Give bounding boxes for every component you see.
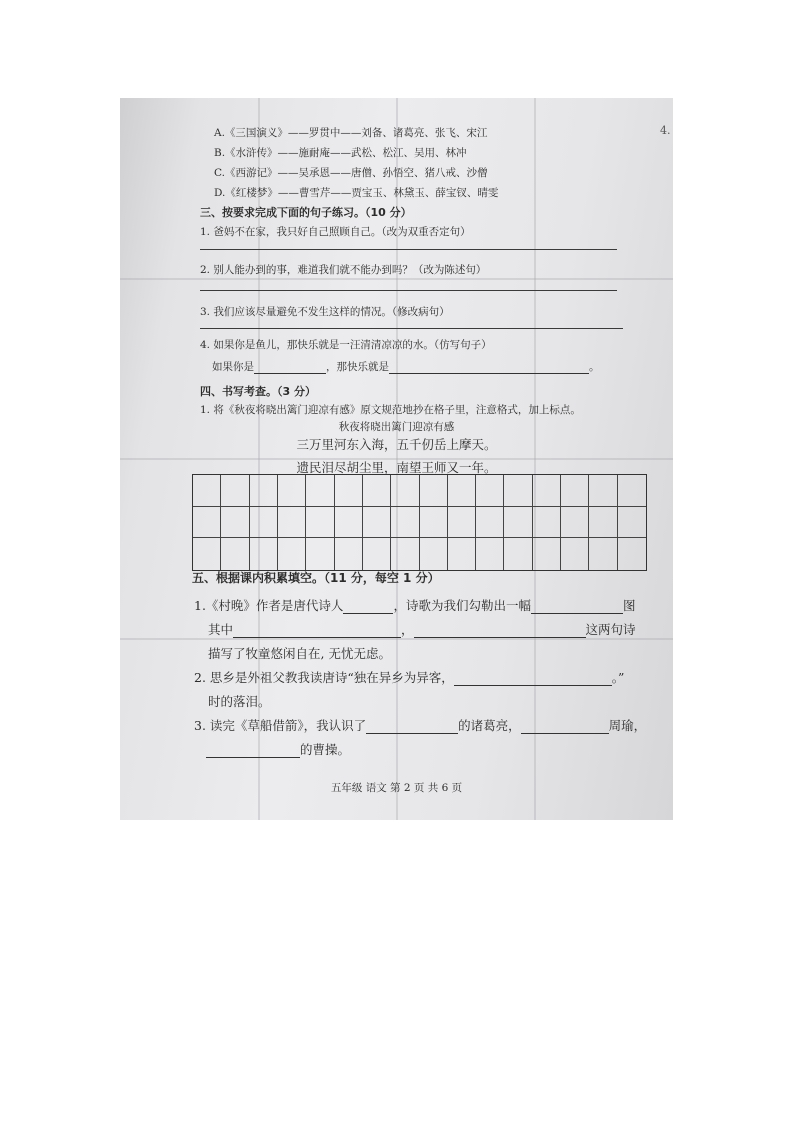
grid-cell[interactable] <box>589 475 617 507</box>
grid-cell[interactable] <box>533 507 561 539</box>
section3-heading: 三、按要求完成下面的句子练习。（10 分） <box>200 206 412 219</box>
grid-cell[interactable] <box>250 507 278 539</box>
option-b: B.《水浒传》——施耐庵——武松、松江、吴用、林冲 <box>214 147 467 159</box>
q3-text-d: 的曹操。 <box>300 742 351 757</box>
option-a: A.《三国演义》——罗贯中——刘备、诸葛亮、张飞、宋江 <box>214 127 488 139</box>
section3-q4-fill <box>212 360 600 374</box>
grid-cell[interactable] <box>476 475 504 507</box>
grid-cell[interactable] <box>476 538 504 570</box>
grid-cell[interactable] <box>193 507 221 539</box>
grid-cell[interactable] <box>476 507 504 539</box>
grid-cell[interactable] <box>618 475 646 507</box>
q1-text-b: ，诗歌为我们勾勒出一幅 <box>393 598 531 613</box>
section3-q4: 4. 如果你是鱼儿，那快乐就是一汪清清凉凉的水。（仿写句子） <box>200 339 492 351</box>
poem-line-1: 三万里河东入海，五千仞岳上摩天。 <box>296 437 497 452</box>
grid-cell[interactable] <box>391 475 419 507</box>
grid-cell[interactable] <box>448 507 476 539</box>
section5-heading: 五、根据课内积累填空。（11 分，每空 1 分） <box>192 571 440 585</box>
grid-cell[interactable] <box>420 475 448 507</box>
section5-q1-line2 <box>208 622 636 638</box>
option-c: C.《西游记》——吴承恩——唐僧、孙悟空、猪八戒、沙僧 <box>214 167 488 179</box>
q2-text-a: 2. 思乡是外祖父教我读唐诗“独在异乡为异客， <box>194 670 454 685</box>
poem-title: 秋夜将晓出篱门迎凉有感 <box>338 421 455 433</box>
grid-cell[interactable] <box>363 475 391 507</box>
q1-blank-picture[interactable] <box>531 601 623 614</box>
q4-fill-end: 。 <box>589 361 600 373</box>
section5-q3-line2 <box>206 742 350 758</box>
grid-cell[interactable] <box>250 538 278 570</box>
grid-cell[interactable] <box>561 538 589 570</box>
grid-cell[interactable] <box>391 538 419 570</box>
grid-cell[interactable] <box>448 538 476 570</box>
grid-cell[interactable] <box>448 475 476 507</box>
section5-q2-line2: 时的落泪。 <box>208 694 271 709</box>
grid-cell[interactable] <box>335 538 363 570</box>
answer-line-1[interactable] <box>200 249 617 250</box>
edge-number: 4. <box>660 124 671 137</box>
q1-text-f: 这两句诗 <box>585 622 636 637</box>
grid-cell[interactable] <box>335 475 363 507</box>
q1-blank-line-b[interactable] <box>414 625 586 638</box>
grid-cell[interactable] <box>561 507 589 539</box>
q2-text-b: 。” <box>611 670 625 685</box>
writing-grid[interactable] <box>192 474 647 571</box>
section4-q1: 1. 将《秋夜将晓出篱门迎凉有感》原文规范地抄在格子里，注意格式，加上标点。 <box>200 404 581 416</box>
q3-blank-1[interactable] <box>366 721 458 734</box>
section3-q2: 2. 别人能办到的事，难道我们就不能办到吗？（改为陈述句） <box>200 264 487 276</box>
grid-cell[interactable] <box>391 507 419 539</box>
grid-cell[interactable] <box>250 475 278 507</box>
fold-line <box>120 638 673 640</box>
answer-line-2[interactable] <box>200 290 617 291</box>
q1-text-e: ， <box>401 622 414 637</box>
section3-q3: 3. 我们应该尽量避免不发生这样的情况。（修改病句） <box>200 306 450 318</box>
grid-cell[interactable] <box>363 538 391 570</box>
grid-cell[interactable] <box>221 475 249 507</box>
option-d: D.《红楼梦》——曹雪芹——贾宝玉、林黛玉、薛宝钗、晴雯 <box>214 187 499 199</box>
grid-cell[interactable] <box>589 538 617 570</box>
q4-blank-2[interactable] <box>389 361 589 374</box>
q3-text-a: 3. 读完《草船借箭》，我认识了 <box>194 718 367 733</box>
grid-cell[interactable] <box>504 538 532 570</box>
grid-cell[interactable] <box>278 507 306 539</box>
grid-cell[interactable] <box>618 507 646 539</box>
grid-cell[interactable] <box>278 538 306 570</box>
q2-blank[interactable] <box>454 673 612 686</box>
q3-blank-2[interactable] <box>521 721 609 734</box>
q4-blank-1[interactable] <box>254 361 326 374</box>
q4-fill-middle: ，那快乐就是 <box>326 361 389 373</box>
section5-q3-line1 <box>194 718 646 734</box>
fold-line <box>120 278 673 280</box>
grid-cell[interactable] <box>420 538 448 570</box>
grid-cell[interactable] <box>193 475 221 507</box>
q1-blank-poet[interactable] <box>343 601 393 614</box>
grid-cell[interactable] <box>533 538 561 570</box>
q3-blank-3[interactable] <box>206 745 300 758</box>
page-footer: 五年级 语文 第 2 页 共 6 页 <box>330 782 463 794</box>
grid-cell[interactable] <box>193 538 221 570</box>
section5-q2-line1 <box>194 670 624 686</box>
grid-cell[interactable] <box>306 475 334 507</box>
grid-cell[interactable] <box>420 507 448 539</box>
q4-fill-prefix: 如果你是 <box>212 361 254 373</box>
grid-cell[interactable] <box>221 507 249 539</box>
grid-cell[interactable] <box>306 538 334 570</box>
grid-cell[interactable] <box>618 538 646 570</box>
grid-cell[interactable] <box>561 475 589 507</box>
grid-cell[interactable] <box>504 475 532 507</box>
grid-cell[interactable] <box>533 475 561 507</box>
grid-cell[interactable] <box>221 538 249 570</box>
poem-line-2: 遗民泪尽胡尘里，南望王师又一年。 <box>296 460 497 475</box>
grid-cell[interactable] <box>306 507 334 539</box>
grid-cell[interactable] <box>278 475 306 507</box>
section3-q1: 1. 爸妈不在家，我只好自己照顾自己。（改为双重否定句） <box>200 226 471 238</box>
grid-cell[interactable] <box>335 507 363 539</box>
q1-text-a: 1.《村晚》作者是唐代诗人 <box>194 598 344 613</box>
section5-q1-line3: 描写了牧童悠闲自在, 无忧无虑。 <box>208 646 391 661</box>
q3-text-b: 的诸葛亮， <box>458 718 521 733</box>
answer-line-3[interactable] <box>200 328 623 329</box>
section4-heading: 四、书写考查。（3 分） <box>200 385 316 398</box>
exam-photo <box>120 98 673 820</box>
q1-text-d: 其中 <box>208 622 234 637</box>
q3-text-c: 周瑜， <box>608 718 647 733</box>
q1-blank-line-a[interactable] <box>233 625 401 638</box>
grid-cell[interactable] <box>363 507 391 539</box>
q1-text-c: 图 <box>622 598 636 613</box>
grid-cell[interactable] <box>504 507 532 539</box>
section5-q1-line1 <box>194 598 635 614</box>
grid-cell[interactable] <box>589 507 617 539</box>
